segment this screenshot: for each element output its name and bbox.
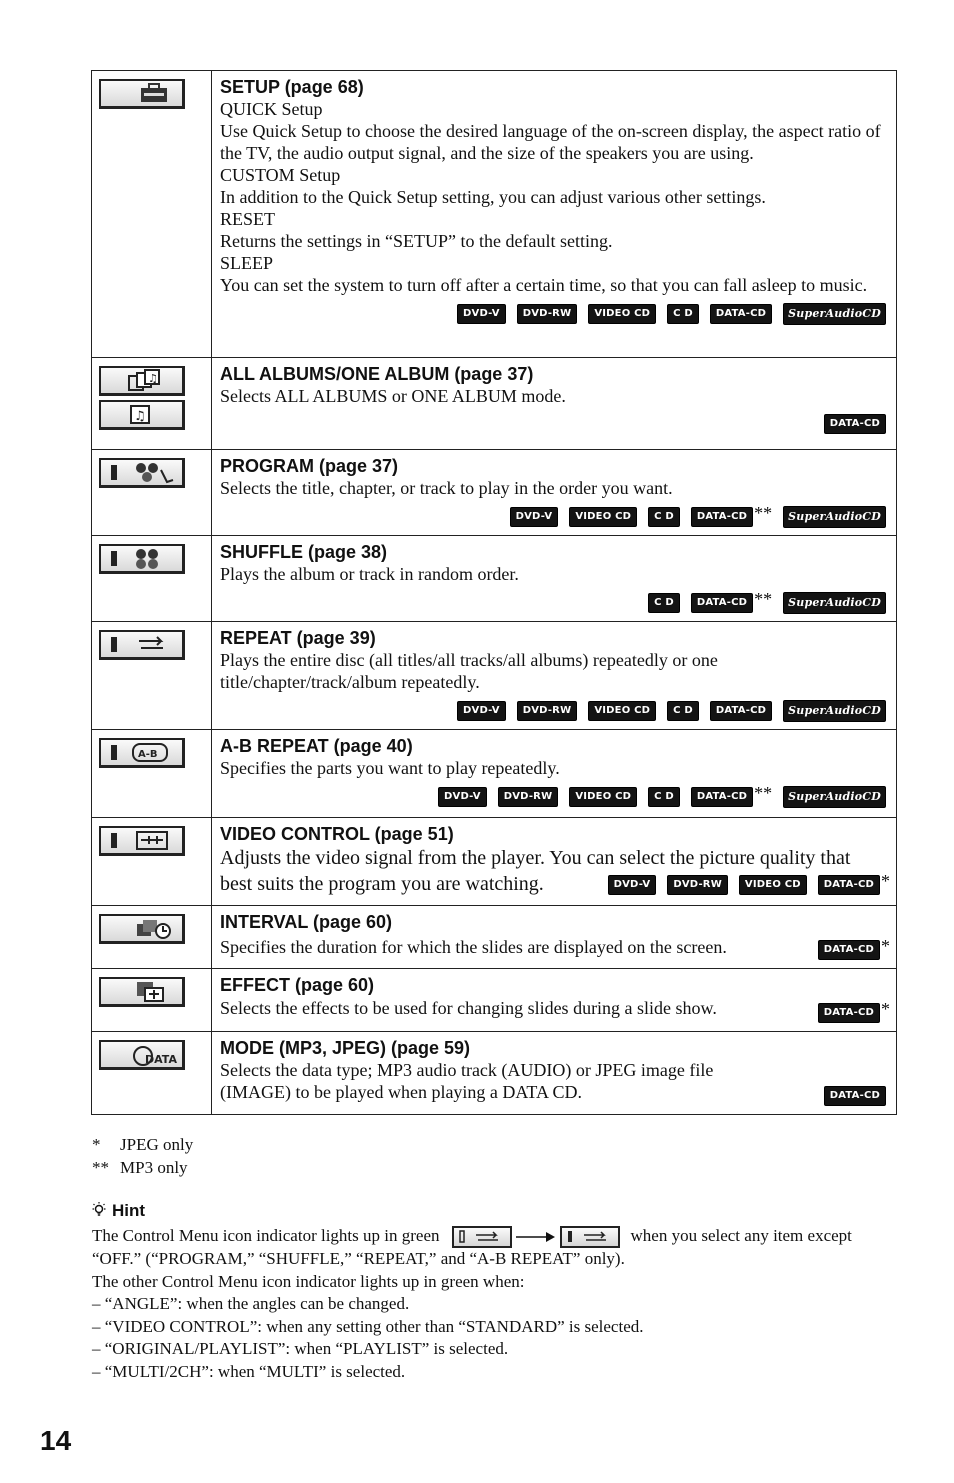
jpeg-only-mark: * (881, 936, 890, 956)
hint-text: when you select any item except (630, 1225, 852, 1245)
table-row (92, 358, 897, 450)
indicator-on-icon (560, 1226, 620, 1248)
cd-badge: C D (648, 507, 680, 527)
hint-bullet: – “MULTI/2CH”: when “MULTI” is selected. (92, 1361, 406, 1381)
video-cd-badge: VIDEO CD (588, 304, 656, 324)
table-row (92, 536, 897, 622)
svg-text:♫: ♫ (134, 409, 146, 424)
lightbulb-icon (92, 1201, 106, 1219)
table-row (92, 450, 897, 536)
data-cd-badge: DATA-CD (710, 304, 772, 324)
video-control-icon (99, 826, 185, 856)
hint-heading: Hint (112, 1201, 146, 1220)
hint-section (92, 1200, 902, 1383)
row-title: SHUFFLE (page 38) (220, 542, 388, 562)
disc-badges (220, 412, 886, 436)
dvd-v-badge: DVD-V (438, 787, 487, 807)
hint-bullet: – “ANGLE”: when the angles can be changed. (92, 1294, 410, 1314)
dvd-v-badge: DVD-V (457, 701, 506, 721)
table-row (92, 71, 897, 358)
row-title: SETUP (page 68) (220, 77, 364, 97)
hint-text: The Control Menu icon indicator lights up in green (92, 1225, 440, 1245)
mp3-only-mark: ** (754, 589, 773, 609)
video-cd-badge: VIDEO CD (588, 701, 656, 721)
disc-badges (597, 873, 890, 897)
setup-line: QUICK Setup (220, 99, 323, 119)
cd-badge: C D (648, 787, 680, 807)
row-title: MODE (MP3, JPEG) (page 59) (220, 1038, 471, 1058)
dvd-rw-badge: DVD-RW (667, 875, 728, 895)
hint-text: “OFF.” (“PROGRAM,” “SHUFFLE,” “REPEAT,” and “A-B REPEAT” only). (92, 1249, 625, 1269)
table-row (92, 818, 897, 906)
row-description: Specifies the duration for which the slides are displayed on the screen. (220, 937, 727, 957)
row-title: EFFECT (page 60) (220, 975, 375, 995)
program-icon (99, 458, 185, 488)
data-cd-badge: DATA-CD (818, 875, 880, 895)
row-description: Selects the effects to be used for changing slides during a slide show. (220, 998, 717, 1018)
row-title: ALL ALBUMS/ONE ALBUM (page 37) (220, 364, 534, 384)
table-row (92, 1032, 897, 1115)
data-cd-badge: DATA-CD (818, 1003, 880, 1023)
cd-badge: C D (667, 304, 699, 324)
data-cd-badge: DATA-CD (710, 701, 772, 721)
svg-text:DATA: DATA (145, 1053, 177, 1066)
hint-text: The other Control Menu icon indicator lights up in green when: (92, 1271, 525, 1291)
disc-badges (220, 699, 886, 723)
disc-badges (220, 591, 886, 615)
mode-data-icon (99, 1040, 185, 1070)
super-audio-cd-badge: SuperAudioCD (783, 303, 886, 325)
data-cd-badge: DATA-CD (691, 593, 753, 613)
ab-repeat-icon (99, 738, 185, 768)
setup-line: Returns the settings in “SETUP” to the default setting. (220, 231, 613, 251)
control-menu-table (91, 70, 897, 1115)
footnote: ** MP3 only (92, 1158, 188, 1177)
row-title: REPEAT (page 39) (220, 628, 376, 648)
data-cd-badge: DATA-CD (824, 1086, 886, 1106)
setup-line: Use Quick Setup to choose the desired language of the on-screen display, the aspect ratio of the TV, the audio output signal, and the size of the speakers you are using. (220, 121, 881, 163)
table-row (92, 730, 897, 818)
dvd-v-badge: DVD-V (510, 507, 559, 527)
row-description: Selects the data type; MP3 audio track (AUDIO) or JPEG image file (220, 1060, 714, 1080)
disc-badges (813, 1084, 886, 1108)
interval-icon (99, 914, 185, 944)
setup-line: In addition to the Quick Setup setting, you can adjust various other settings. (220, 187, 766, 207)
cd-badge: C D (667, 701, 699, 721)
disc-badges (220, 785, 886, 809)
super-audio-cd-badge: SuperAudioCD (783, 700, 886, 722)
table-row (92, 969, 897, 1032)
video-cd-badge: VIDEO CD (739, 875, 807, 895)
shuffle-icon (99, 544, 185, 574)
mp3-only-mark: ** (754, 503, 773, 523)
setup-line: RESET (220, 209, 276, 229)
footnote: * JPEG only (92, 1135, 194, 1154)
row-description: Plays the album or track in random order. (220, 564, 519, 584)
one-album-icon (99, 400, 185, 430)
page-number: 14 (40, 1425, 72, 1456)
effect-icon (99, 977, 185, 1007)
data-cd-badge: DATA-CD (824, 414, 886, 434)
row-description: Plays the entire disc (all titles/all tracks/all albums) repeatedly or one title/chapter/track/album repeatedly. (220, 650, 718, 692)
dvd-v-badge: DVD-V (608, 875, 657, 895)
mp3-only-mark: ** (754, 783, 773, 803)
table-row (92, 622, 897, 730)
super-audio-cd-badge: SuperAudioCD (783, 592, 886, 614)
row-title: INTERVAL (page 60) (220, 912, 393, 932)
disc-badges (220, 505, 886, 529)
hint-bullet: – “ORIGINAL/PLAYLIST”: when “PLAYLIST” is selected. (92, 1339, 509, 1359)
dvd-rw-badge: DVD-RW (517, 701, 578, 721)
setup-line: CUSTOM Setup (220, 165, 341, 185)
jpeg-only-mark: * (881, 999, 890, 1019)
svg-text:♫: ♫ (148, 372, 158, 385)
toolbox-icon (99, 79, 185, 109)
data-cd-badge: DATA-CD (818, 940, 880, 960)
hint-bullet: – “VIDEO CONTROL”: when any setting other than “STANDARD” is selected. (92, 1316, 644, 1336)
row-description: Selects ALL ALBUMS or ONE ALBUM mode. (220, 386, 566, 406)
row-description: Selects the title, chapter, or track to play in the order you want. (220, 478, 673, 498)
video-cd-badge: VIDEO CD (569, 787, 637, 807)
footnotes (92, 1133, 193, 1179)
row-description: Specifies the parts you want to play repeatedly. (220, 758, 560, 778)
setup-line: SLEEP (220, 253, 274, 273)
arrow-right-icon (516, 1230, 556, 1244)
dvd-rw-badge: DVD-RW (498, 787, 559, 807)
super-audio-cd-badge: SuperAudioCD (783, 786, 886, 808)
all-albums-icon (99, 366, 185, 396)
row-title: VIDEO CONTROL (page 51) (220, 824, 454, 844)
dvd-rw-badge: DVD-RW (517, 304, 578, 324)
repeat-icon (99, 630, 185, 660)
indicator-off-icon (452, 1226, 512, 1248)
row-title: A-B REPEAT (page 40) (220, 736, 413, 756)
row-title: PROGRAM (page 37) (220, 456, 399, 476)
jpeg-only-mark: * (881, 871, 890, 891)
svg-text:A-B: A-B (138, 749, 158, 760)
disc-badges (807, 938, 890, 962)
data-cd-badge: DATA-CD (691, 507, 753, 527)
row-description: Adjusts the video signal from the player. You can select the picture quality that best suits the program you are watching. (220, 847, 851, 895)
table-row (92, 906, 897, 969)
cd-badge: C D (648, 593, 680, 613)
dvd-v-badge: DVD-V (457, 304, 506, 324)
disc-badges (220, 302, 886, 326)
data-cd-badge: DATA-CD (691, 787, 753, 807)
setup-line: You can set the system to turn off after a certain time, so that you can fall asleep to music. (220, 275, 868, 295)
super-audio-cd-badge: SuperAudioCD (783, 506, 886, 528)
disc-badges (807, 1001, 890, 1025)
row-description: (IMAGE) to be played when playing a DATA CD. (220, 1082, 582, 1102)
video-cd-badge: VIDEO CD (569, 507, 637, 527)
